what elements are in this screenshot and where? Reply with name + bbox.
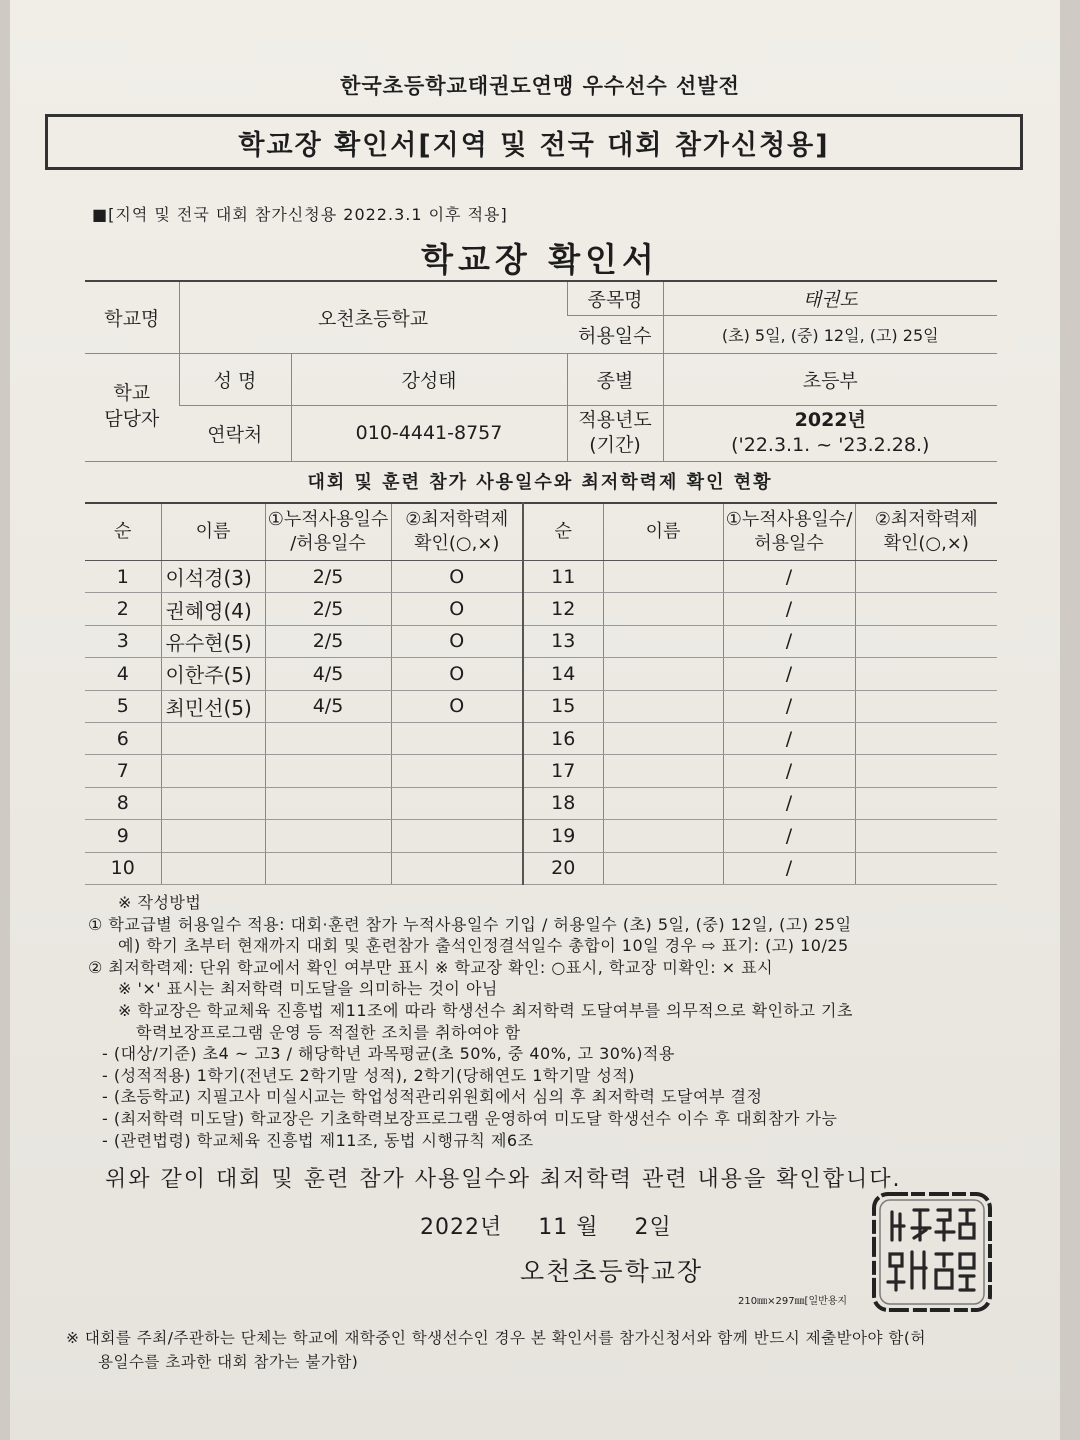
row-days-right: /: [723, 755, 855, 787]
table-row: [85, 722, 997, 754]
period-label: (기간): [589, 434, 641, 456]
table-row: [85, 755, 997, 787]
row-check: [391, 820, 523, 852]
date-month: 11 월: [538, 1215, 599, 1240]
row-number: 8: [85, 787, 161, 819]
header-check-right-line2: 확인(○,×): [883, 533, 969, 554]
row-check: O: [391, 625, 523, 657]
row-check: O: [391, 561, 523, 593]
division-value: 초등부: [663, 353, 997, 405]
row-number: 7: [85, 755, 161, 787]
row-name-right: [603, 722, 723, 754]
table-row: [85, 852, 997, 884]
event-value: 태권도: [663, 281, 997, 315]
row-number-right: 19: [523, 820, 603, 852]
issue-date: [420, 1210, 700, 1241]
division-label: 종별: [567, 353, 663, 405]
row-name: 권혜영(4): [161, 593, 265, 625]
row-days-right: /: [723, 787, 855, 819]
table-row: [85, 561, 997, 593]
header-days-right-line1: ①누적사용일수/: [725, 508, 853, 530]
official-seal-stamp: [868, 1188, 996, 1316]
contact-value: 010-4441-8757: [291, 405, 567, 461]
row-days: [265, 787, 391, 819]
table-row: [85, 820, 997, 852]
row-name: [161, 755, 265, 787]
row-days: [265, 852, 391, 884]
row-days: 4/5: [265, 658, 391, 690]
row-days-right: /: [723, 852, 855, 884]
instruction-line: 학력보장프로그램 운영 등 적절한 조치를 취하여야 함: [136, 1022, 521, 1042]
row-number: 1: [85, 561, 161, 593]
header-check-right-line1: ②최저학력제: [874, 508, 978, 530]
header-no: 순: [85, 503, 161, 561]
row-days: 2/5: [265, 561, 391, 593]
table-row: [85, 593, 997, 625]
row-name-right: [603, 787, 723, 819]
header-days-line2: /허용일수: [290, 533, 366, 554]
instruction-line: - (최저학력 미도달) 학교장은 기초학력보장프로그램 운영하여 미도달 학생선수 이수 후 대회참가 가능: [102, 1108, 838, 1128]
footer-line: 용일수를 초과한 대회 참가는 불가함): [98, 1353, 359, 1371]
row-name: [161, 820, 265, 852]
row-name-right: [603, 593, 723, 625]
row-name-right: [603, 755, 723, 787]
row-name: 최민선(5): [161, 690, 265, 722]
allowed-days-value: (초) 5일, (중) 12일, (고) 25일: [663, 315, 997, 353]
row-check-right: [855, 690, 997, 722]
row-name: 이한주(5): [161, 658, 265, 690]
row-name-right: [603, 658, 723, 690]
row-number: 2: [85, 593, 161, 625]
manager-label: 학교 담당자: [85, 353, 179, 461]
row-number-right: 20: [523, 852, 603, 884]
applicable-note: ■[지역 및 전국 대회 참가신청용 2022.3.1 이후 적용]: [92, 205, 508, 224]
row-name: 유수현(5): [161, 625, 265, 657]
date-year: 2022년: [420, 1215, 503, 1240]
row-days: [265, 755, 391, 787]
row-check: [391, 852, 523, 884]
footer-note: [66, 1326, 1026, 1374]
row-days: [265, 820, 391, 852]
row-number-right: 15: [523, 690, 603, 722]
school-info-table: [85, 280, 997, 462]
roster-table: [85, 502, 997, 885]
row-days-right: /: [723, 658, 855, 690]
table-row: [85, 690, 997, 722]
confirmation-text: 위와 같이 대회 및 훈련 참가 사용일수와 최저학력 관련 내용을 확인합니다.: [105, 1167, 902, 1192]
instructions-heading: ※ 작성방법: [118, 893, 202, 912]
header-days-right-line2: 허용일수: [754, 533, 824, 554]
row-check-right: [855, 820, 997, 852]
row-check: [391, 755, 523, 787]
year-label: 적용년도: [578, 409, 652, 432]
paper-size-note: 210㎜×297㎜[일반용지: [738, 1296, 848, 1307]
row-number: 9: [85, 820, 161, 852]
row-name: 이석경(3): [161, 561, 265, 593]
row-name-right: [603, 561, 723, 593]
row-check: [391, 722, 523, 754]
contact-label: 연락처: [179, 405, 291, 461]
instruction-line: ※ 학교장은 학교체육 진흥법 제11조에 따라 학생선수 최저학력 도달여부를 의무적으로 확인하고 기초: [118, 1000, 853, 1020]
header-check-line2: 확인(○,×): [414, 533, 500, 554]
row-check-right: [855, 852, 997, 884]
row-number: 3: [85, 625, 161, 657]
row-check-right: [855, 593, 997, 625]
row-days-right: /: [723, 690, 855, 722]
row-check: O: [391, 690, 523, 722]
row-name: [161, 722, 265, 754]
document-title: 학교장 확인서: [421, 240, 659, 279]
instructions: [88, 892, 1018, 1151]
header-no-right: 순: [523, 503, 603, 561]
banner-title: 학교장 확인서[지역 및 전국 대회 참가신청용]: [45, 114, 1023, 170]
row-number-right: 17: [523, 755, 603, 787]
row-check-right: [855, 625, 997, 657]
row-number: 4: [85, 658, 161, 690]
year-value: 2022년: [794, 409, 866, 432]
row-days: 4/5: [265, 690, 391, 722]
row-days: 2/5: [265, 625, 391, 657]
row-check: O: [391, 593, 523, 625]
instruction-line: - (관련법령) 학교체육 진흥법 제11조, 동법 시행규칙 제6조: [102, 1130, 534, 1150]
row-number-right: 18: [523, 787, 603, 819]
row-number-right: 13: [523, 625, 603, 657]
instruction-line: - (초등학교) 지필고사 미실시교는 학업성적관리위원회에서 심의 후 최저학력 도달여부 결정: [102, 1087, 763, 1107]
header-name-right: 이름: [603, 503, 723, 561]
row-check-right: [855, 561, 997, 593]
row-name-right: [603, 625, 723, 657]
period-value: ('22.3.1. ~ '23.2.28.): [731, 434, 930, 456]
person-name-label: 성 명: [179, 353, 291, 405]
principal-name: 오천초등학교장: [520, 1257, 704, 1286]
row-check-right: [855, 658, 997, 690]
row-number-right: 12: [523, 593, 603, 625]
row-check-right: [855, 787, 997, 819]
table-row: [85, 658, 997, 690]
person-name-value: 강성태: [291, 353, 567, 405]
instruction-line: ② 최저학력제: 단위 학교에서 확인 여부만 표시 ※ 학교장 확인: ○표시, 학교장 미확인: × 표시: [88, 957, 774, 977]
row-name: [161, 852, 265, 884]
instruction-line: 예) 학기 초부터 현재까지 대회 및 훈련참가 출석인정결석일수 총합이 10일 경우 ⇨ 표기: (고) 10/25: [118, 936, 849, 956]
event-label: 종목명: [567, 281, 663, 315]
row-days-right: /: [723, 820, 855, 852]
row-check: O: [391, 658, 523, 690]
roster-title: 대회 및 훈련 참가 사용일수와 최저학력제 확인 현황: [307, 472, 773, 493]
school-name-value: 오천초등학교: [179, 281, 567, 353]
row-days-right: /: [723, 561, 855, 593]
instruction-line: - (성적적용) 1학기(전년도 2학기말 성적), 2학기(당해연도 1학기말 성적): [102, 1065, 636, 1085]
row-name-right: [603, 852, 723, 884]
row-name-right: [603, 690, 723, 722]
row-name-right: [603, 820, 723, 852]
row-days-right: /: [723, 593, 855, 625]
allowed-days-label: 허용일수: [567, 315, 663, 353]
row-number-right: 14: [523, 658, 603, 690]
row-days: [265, 722, 391, 754]
header-name: 이름: [161, 503, 265, 561]
row-days-right: /: [723, 625, 855, 657]
table-row: [85, 787, 997, 819]
row-number: 6: [85, 722, 161, 754]
row-number-right: 16: [523, 722, 603, 754]
row-number: 5: [85, 690, 161, 722]
school-name-label: 학교명: [85, 281, 179, 353]
row-number-right: 11: [523, 561, 603, 593]
instruction-line: ① 학교급별 허용일수 적용: 대회·훈련 참가 누적사용일수 기입 / 허용일수 (초) 5일, (중) 12일, (고) 25일: [88, 914, 852, 934]
row-check-right: [855, 755, 997, 787]
org-title: 한국초등학교태권도연맹 우수선수 선발전: [340, 74, 740, 98]
row-check: [391, 787, 523, 819]
table-row: [85, 625, 997, 657]
header-check-line1: ②최저학력제: [405, 508, 509, 530]
row-check-right: [855, 722, 997, 754]
date-day: 2일: [634, 1215, 672, 1240]
row-days: 2/5: [265, 593, 391, 625]
header-days-line1: ①누적사용일수: [267, 508, 389, 530]
footer-line: ※ 대회를 주최/주관하는 단체는 학교에 재학중인 학생선수인 경우 본 확인서를 참가신청서와 함께 반드시 제출받아야 함(허: [66, 1329, 926, 1347]
instruction-line: - (대상/기준) 초4 ~ 고3 / 해당학년 과목평균(초 50%, 중 40%, 고 30%)적용: [102, 1044, 675, 1064]
instruction-line: ※ '×' 표시는 최저학력 미도달을 의미하는 것이 아님: [118, 979, 498, 999]
row-number: 10: [85, 852, 161, 884]
row-name: [161, 787, 265, 819]
row-days-right: /: [723, 722, 855, 754]
